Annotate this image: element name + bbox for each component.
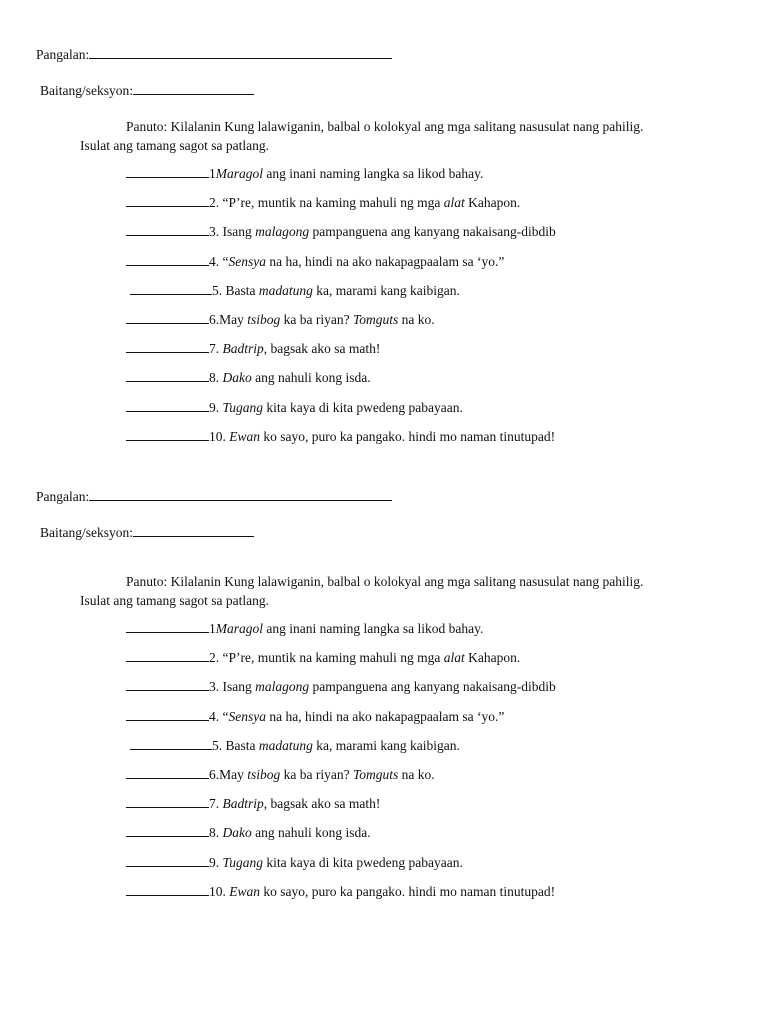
italic-target-word: malagong [255,679,310,695]
italic-target-word-2: Tomguts [352,311,399,327]
question-number: 5. [212,737,223,753]
italic-target-word: Maragol [215,621,263,636]
question-text-after: pampanguena ang kanyang nakaisang-dibdib [309,679,556,695]
question-text-after: Kahapon. [464,650,521,666]
question-number: 8. [209,370,220,386]
question-text-after: ang inani naming langka sa likod bahay. [263,166,484,181]
question-item-5 [126,736,686,765]
question-number: 9. [209,854,220,870]
answer-blank-line [126,853,209,867]
question-text-before: “P’re, muntik na kaming mahuli ng mga [219,650,444,666]
question-item-3 [126,677,686,706]
answer-blank-line [126,368,209,382]
question-text-before: “ [219,708,229,724]
question-text-after: , bagsak ako sa math! [263,796,381,812]
italic-target-word: Ewan [229,883,261,899]
question-text-after: kita kaya di kita pwedeng pabayaan. [263,854,463,870]
question-item-1 [126,619,686,648]
answer-blank-line [126,794,209,808]
question-text-before: Isang [219,679,256,695]
question-text-after: na ha, hindi na ako nakapagpaalam sa ‘yo.” [266,253,505,269]
answer-blank-line [126,765,209,779]
italic-target-word: Dako [222,370,252,386]
question-item-6 [126,765,686,794]
italic-target-word: Maragol [215,166,263,181]
answer-blank-line [126,648,209,662]
question-text-after: pampanguena ang kanyang nakaisang-dibdib [309,224,556,240]
italic-target-word: tsibog [247,766,281,782]
question-item-8 [126,368,686,397]
question-item-9 [126,853,686,882]
question-text-before: “P’re, muntik na kaming mahuli ng mga [219,195,444,211]
question-text-after: ang inani naming langka sa likod bahay. [263,621,484,636]
name-field-row [36,45,392,64]
question-item-5 [126,281,686,310]
question-item-7 [126,339,686,368]
question-text-before: May [219,766,248,782]
instructions-text: Panuto: Kilalanin Kung lalawiganin, balbal o kolokyal ang mga salitang nasusulat nang pahilig. Isulat ang tamang sagot sa patlang. [80,119,644,153]
answer-blank-line [126,619,209,633]
grade-section-blank-line [133,81,254,95]
question-text-after: ang nahuli kong isda. [251,825,371,841]
question-item-1 [126,164,686,193]
answer-blank-line [126,427,209,441]
question-item-10 [126,427,686,456]
question-number: 1 [209,621,216,636]
answer-blank-line [126,310,209,324]
grade-section-label: Baitang/seksyon: [40,83,133,98]
italic-target-word: Tugang [222,854,264,870]
question-item-4 [126,252,686,281]
question-item-4 [126,707,686,736]
question-text-before: “ [219,253,229,269]
question-text-after: ko sayo, puro ka pangako. hindi mo naman tinutupad! [260,428,556,444]
name-blank-line [89,487,392,501]
question-number: 7. [209,341,220,357]
answer-blank-line [126,707,209,721]
question-number: 5. [212,282,223,298]
italic-target-word: Sensya [228,708,266,724]
question-item-9 [126,398,686,427]
name-blank-line [89,45,392,59]
question-number: 3. [209,224,220,240]
answer-blank-line [130,281,212,295]
italic-target-word: Badtrip [222,341,264,357]
question-number: 10. [209,883,226,899]
answer-blank-line [130,736,212,750]
question-text-after: ka, marami kang kaibigan. [312,282,460,298]
name-label: Pangalan: [36,489,90,504]
answer-blank-line [126,193,209,207]
name-label: Pangalan: [36,47,90,62]
instructions-paragraph [80,117,670,155]
italic-target-word: Tugang [222,399,264,415]
italic-target-word: Sensya [228,253,266,269]
answer-blank-line [126,823,209,837]
grade-section-field-row [40,523,254,542]
question-item-3 [126,222,686,251]
question-item-2 [126,648,686,677]
question-text-after: kita kaya di kita pwedeng pabayaan. [263,399,463,415]
instructions-paragraph [80,572,670,610]
italic-target-word-2: Tomguts [352,766,399,782]
italic-target-word: alat [443,650,465,666]
question-number: 6. [209,311,220,327]
question-text-after-2: na ko. [398,766,435,782]
answer-blank-line [126,252,209,266]
question-number: 10. [209,428,226,444]
question-number: 4. [209,708,220,724]
question-item-7 [126,794,686,823]
question-text-after: ka ba riyan? [280,311,353,327]
italic-target-word: madatung [258,737,313,753]
question-number: 8. [209,825,220,841]
italic-target-word: alat [443,195,465,211]
grade-section-blank-line [133,523,254,537]
answer-blank-line [126,339,209,353]
question-number: 3. [209,679,220,695]
italic-target-word: Badtrip [222,796,264,812]
question-item-10 [126,882,686,911]
answer-blank-line [126,677,209,691]
question-text-after: Kahapon. [464,195,521,211]
instructions-text: Panuto: Kilalanin Kung lalawiganin, balbal o kolokyal ang mga salitang nasusulat nang pahilig. Isulat ang tamang sagot sa patlang. [80,574,644,608]
question-number: 4. [209,253,220,269]
question-text-before: Basta [222,282,259,298]
italic-target-word: madatung [258,282,313,298]
question-text-after: , bagsak ako sa math! [263,341,381,357]
question-number: 2. [209,650,220,666]
answer-blank-line [126,398,209,412]
question-list [126,164,686,456]
question-list [126,619,686,911]
question-text-before: May [219,311,248,327]
question-item-8 [126,823,686,852]
italic-target-word: malagong [255,224,310,240]
grade-section-field-row [40,81,254,100]
italic-target-word: tsibog [247,311,281,327]
question-text-after: ka ba riyan? [280,766,353,782]
question-text-after: na ha, hindi na ako nakapagpaalam sa ‘yo.” [266,708,505,724]
question-item-2 [126,193,686,222]
italic-target-word: Ewan [229,428,261,444]
answer-blank-line [126,222,209,236]
question-text-after: ko sayo, puro ka pangako. hindi mo naman tinutupad! [260,883,556,899]
grade-section-label: Baitang/seksyon: [40,525,133,540]
question-number: 1 [209,166,216,181]
question-number: 6. [209,766,220,782]
question-text-before: Basta [222,737,259,753]
answer-blank-line [126,164,209,178]
question-number: 7. [209,796,220,812]
question-number: 2. [209,195,220,211]
question-text-after-2: na ko. [398,311,435,327]
question-text-after: ka, marami kang kaibigan. [312,737,460,753]
name-field-row [36,487,392,506]
italic-target-word: Dako [222,825,252,841]
answer-blank-line [126,882,209,896]
question-text-before: Isang [219,224,256,240]
question-number: 9. [209,399,220,415]
question-text-after: ang nahuli kong isda. [251,370,371,386]
question-item-6 [126,310,686,339]
